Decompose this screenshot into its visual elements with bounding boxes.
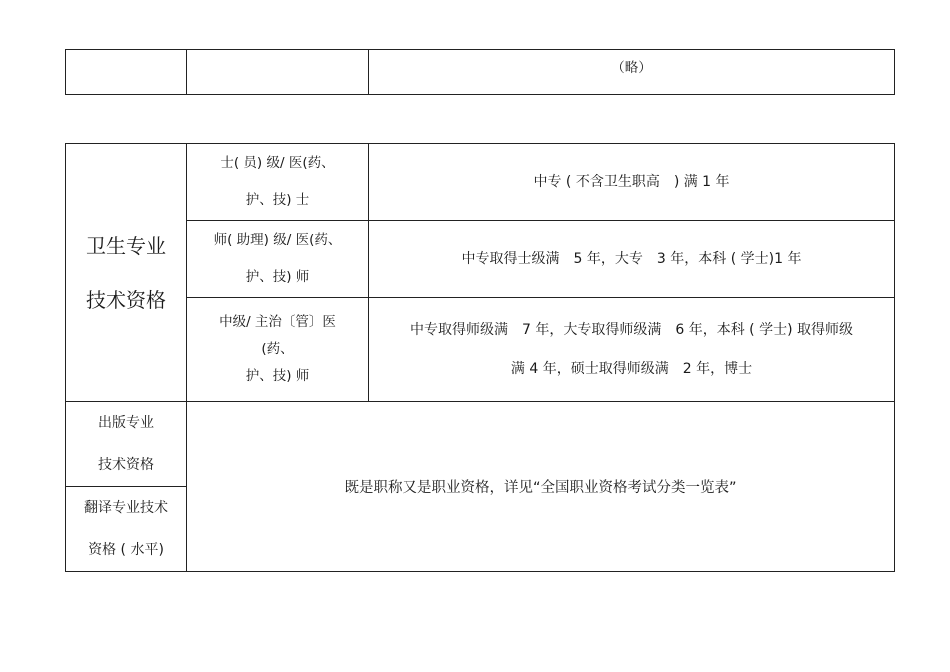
merged-note-cell: 既是职称又是职业资格，详见“全国职业资格考试分类一览表” <box>187 402 895 572</box>
level-label-line: (药、 <box>261 341 294 357</box>
level-label-line: 护、技) 师 <box>245 269 310 285</box>
category-label-line: 技术资格 <box>98 457 154 473</box>
category-title-line: 卫生专业 <box>86 233 166 258</box>
requirement-cell <box>369 144 895 221</box>
category-label-line: 出版专业 <box>98 415 154 431</box>
table-row <box>66 402 895 487</box>
level-label-line: 中级/ 主治〔管〕医 <box>219 314 336 330</box>
level-label-line: 士( 员) 级/ 医(药、 <box>220 155 335 171</box>
requirement-cell <box>369 221 895 298</box>
requirement-text: 中专 ( 不含卫生职高 ) 满 1 年 <box>533 173 730 190</box>
level-cell <box>187 221 369 298</box>
level-cell <box>187 144 369 221</box>
table-cell <box>66 50 187 95</box>
level-label-line: 师( 助理) 级/ 医(药、 <box>213 232 342 248</box>
table-row <box>66 221 895 298</box>
requirement-text: 中专取得师级满 7 年，大专取得师级满 6 年，本科 ( 学士) 取得师级 <box>410 321 853 338</box>
table-cell <box>187 50 369 95</box>
level-label-line: 护、技) 士 <box>245 192 310 208</box>
top-table <box>65 49 895 95</box>
table-row <box>66 144 895 221</box>
requirement-text: 满 4 年，硕士取得师级满 2 年，博士 <box>510 360 753 377</box>
omitted-cell: （略） <box>369 50 895 95</box>
level-label-line: 护、技) 师 <box>245 368 310 384</box>
publishing-category-cell <box>66 402 187 487</box>
requirement-cell <box>369 298 895 402</box>
level-cell <box>187 298 369 402</box>
translation-category-cell <box>66 487 187 572</box>
category-label-line: 资格 ( 水平) <box>88 542 164 558</box>
health-category-cell <box>66 144 187 402</box>
category-label-line: 翻译专业技术 <box>84 500 168 516</box>
table-row <box>66 298 895 402</box>
category-title-line: 技术资格 <box>86 287 166 312</box>
requirement-text: 中专取得士级满 5 年，大专 3 年，本科 ( 学士)1 年 <box>461 250 802 267</box>
qualification-table <box>65 143 895 572</box>
table-row <box>66 50 895 95</box>
